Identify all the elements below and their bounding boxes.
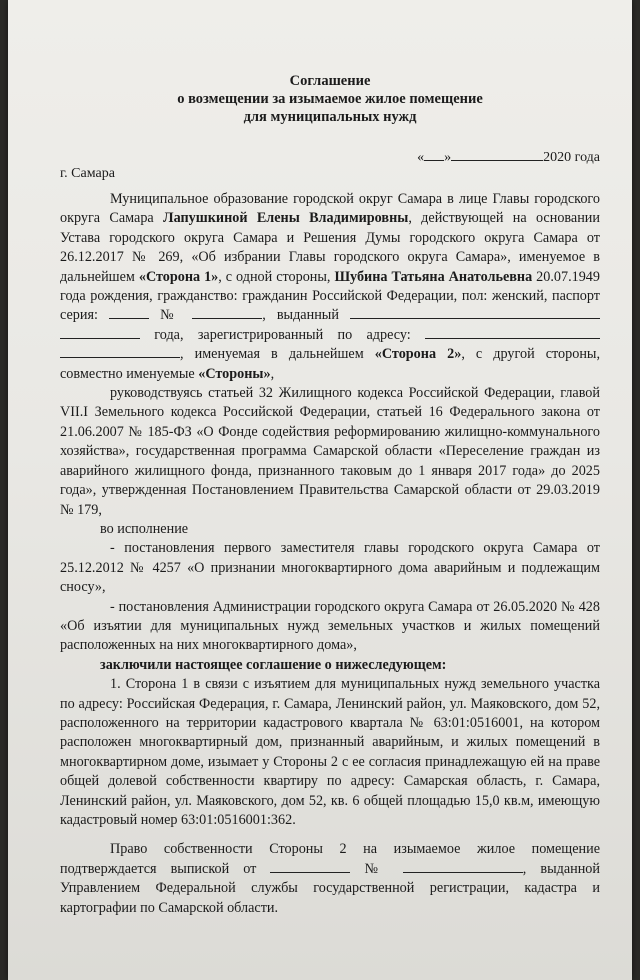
document-city: г. Самара (60, 166, 115, 181)
date-month-blank (451, 148, 543, 161)
owner-name: Шубина Татьяна Анатольевна (334, 268, 533, 285)
clause-1-paragraph: 1. Сторона 1 в связи с изъятием для муниципальных нужд земельного участка по адресу: Российская Федерация, г. Самара, Ленинский район, ул. Маяковского, дом 52, расположенного на территории кадастрового квартала № 63:01:0516001, на котором расположен многоквартирный дом, признанный аварийным, и жилых помещений в многоквартирном доме, изымает у Стороны 2 с ее согласия принадлежащую ей на праве общей долевой собственности квартиру по адресу: Самарская область, г. Самара, Ленинский район, ул. Маяковского, дом 52, кв. 6 общей площадью 15,0 кв.м, имеющую кадастровый номер 63:01:0516001:362. (60, 676, 600, 828)
address-blank-2 (60, 345, 180, 358)
agreement-heading: заключили настоящее соглашение о нижеследующем: (100, 656, 447, 673)
official-name: Лапушкиной Елены Владимировны (163, 210, 409, 227)
date-quote-close: » (444, 150, 452, 165)
resolution-1-paragraph: - постановления первого заместителя главы городского округа Самара от 25.12.2012 № 4257 «О признании многоквартирного дома аварийным и подлежащим сносу», (60, 540, 600, 596)
resolution-2-paragraph: - постановления Администрации городского округа Самара от 26.05.2020 № 428 «Об изъятии для муниципальных нужд земельных участков и жилых помещений расположенных на них многоквартирного дома», (60, 598, 600, 654)
passport-number-blank (192, 306, 262, 319)
document-body (60, 190, 600, 918)
document-subtitle: о возмещении за изымаемое жилое помещение (177, 91, 483, 107)
ownership-paragraph: Право собственности Стороны 2 на изымаемое жилое помещение подтверждается выпиской от № , выданной Управлением Федеральной службы государственной регистрации, кадастра и картографии по Самарской области. (60, 841, 600, 916)
parties-label: «Стороны» (198, 365, 271, 382)
document-title: Соглашение (289, 73, 371, 89)
document-sheet (8, 0, 632, 980)
parties-paragraph: Муниципальное образование городской округ Самара в лице Главы городского округа Самара Лапушкиной Елены Владимировны, действующей на основании Устава городского округа Самара и Решения Думы городского округа Самара от 26.12.2017 № 269, «Об избрании Главы городского округа Самара», именуемое в дальнейшем «Сторона 1», с одной стороны, Шубина Татьяна Анатольевна 20.07.1949 года рождения, гражданство: гражданин Российской Федерации, пол: женский, паспорт серия: № , выданный года, зарегистрированный по адресу: , именуемая в дальнейшем «Сторона 2», с другой стороны, совместно именуемые «Стороны», (60, 191, 600, 382)
address-blank (425, 326, 600, 339)
date-year: 2020 года (543, 150, 600, 165)
passport-series-blank (109, 306, 149, 319)
execution-heading: во исполнение (100, 520, 189, 537)
date-quote-open: « (417, 150, 425, 165)
date-day-blank (424, 148, 444, 161)
document-date (417, 148, 600, 166)
extract-number-blank (403, 860, 523, 873)
document-subtitle-2: для муниципальных нужд (243, 109, 417, 125)
party-1-label: «Сторона 1» (138, 268, 219, 285)
extract-date-blank (270, 860, 350, 873)
passport-issuer-blank (350, 306, 600, 319)
party-2-label: «Сторона 2» (374, 346, 462, 363)
legal-basis-paragraph: руководствуясь статьей 32 Жилищного кодекса Российской Федерации, главой VII.I Земельного кодекса Российской Федерации, статьей 16 Федерального закона от 21.06.2007 № 185-ФЗ «О Фонде содействия реформированию жилищно-коммунального хозяйства», государственная программа Самарской области «Переселение граждан из аварийного жилищного фонда, признанного таковым до 1 января 2017 года» до 2025 года», утвержденная Постановлением Правительства Самарской области от 29.03.2019 № 179, (60, 385, 600, 518)
passport-date-blank (60, 326, 140, 339)
